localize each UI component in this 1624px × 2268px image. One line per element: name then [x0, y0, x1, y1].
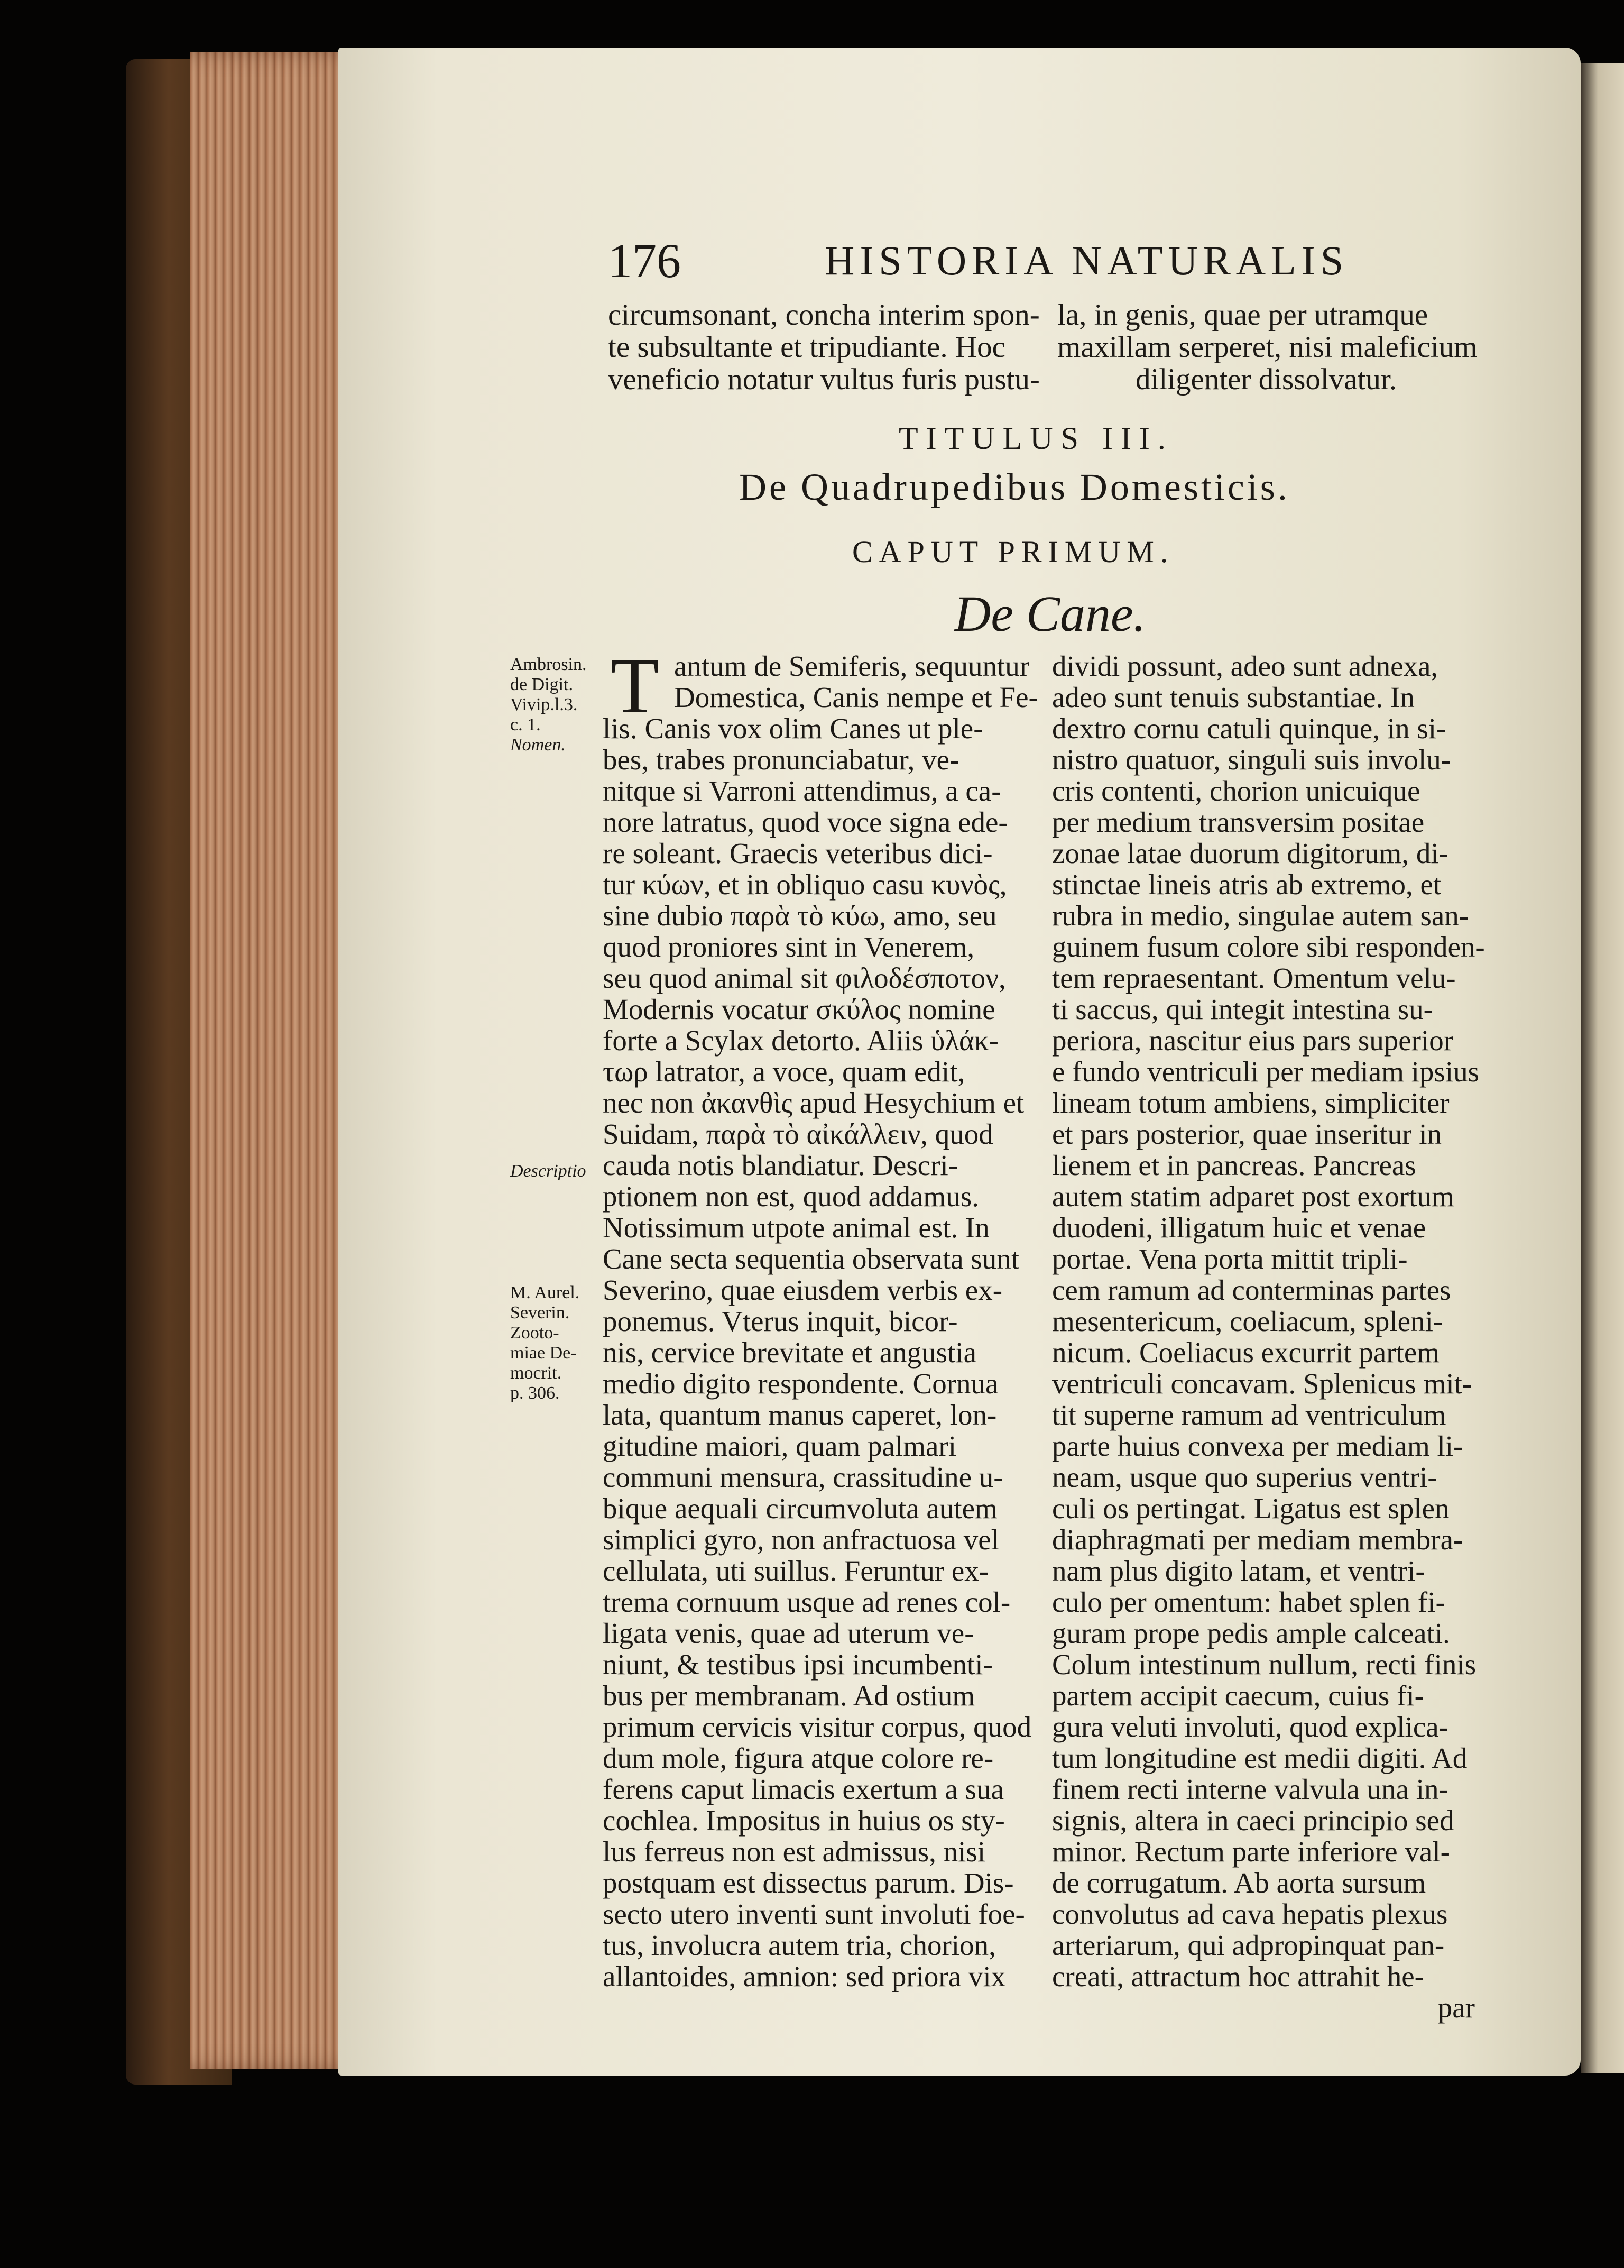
margin-note-line: Zooto- — [510, 1323, 559, 1343]
text-line: gura veluti involuti, quod explica- — [1052, 1711, 1448, 1743]
text-line: nore latratus, quod voce signa ede- — [603, 806, 1008, 838]
text-line: periora, nascitur eius pars superior — [1052, 1024, 1454, 1057]
text-line: tus, involucra autem tria, chorion, — [603, 1929, 996, 1961]
text-line: nam plus digito latam, et ventri- — [1052, 1555, 1425, 1587]
text-line: nis, cervice brevitate et angustia — [603, 1336, 977, 1369]
text-line: te subsultante et tripudiante. Hoc — [608, 330, 1005, 364]
text-line: dextro cornu catuli quinque, in si- — [1052, 712, 1446, 745]
text-line: ponemus. Vterus inquit, bicor- — [603, 1305, 958, 1337]
text-line: bique aequali circumvoluta autem — [603, 1492, 998, 1525]
text-line: lus ferreus non est admissus, nisi — [603, 1835, 986, 1868]
facing-page-edge — [1581, 63, 1624, 2073]
text-line: cris contenti, chorion unicuique — [1052, 775, 1420, 807]
text-line: autem statim adparet post exortum — [1052, 1180, 1454, 1213]
text-line: secto utero inventi sunt involuti foe- — [603, 1898, 1025, 1930]
text-line: lineam totum ambiens, simpliciter — [1052, 1087, 1450, 1119]
text-line: ti saccus, qui integit intestina su- — [1052, 993, 1433, 1025]
text-line: portae. Vena porta mittit tripli- — [1052, 1243, 1408, 1275]
text-line: gitudine maiori, quam palmari — [603, 1430, 956, 1462]
text-line: zonae latae duorum digitorum, di- — [1052, 837, 1448, 869]
chapter-title: De Cane. — [954, 585, 1146, 642]
continued-text-right — [1057, 298, 1478, 396]
section-heading: TITULUS III. — [899, 421, 1174, 456]
text-line: bes, trabes pronunciabatur, ve- — [603, 743, 959, 776]
text-line: lata, quantum manus caperet, lon- — [603, 1399, 997, 1431]
text-line: simplici gyro, non anfractuosa vel — [603, 1523, 999, 1556]
text-column-left — [603, 650, 1038, 1992]
margin-note-line: c. 1. — [510, 715, 541, 734]
text-line: per medium transversim positae — [1052, 806, 1425, 838]
text-line: cellulata, uti suillus. Feruntur ex- — [603, 1555, 989, 1587]
text-line: quod proniores sint in Venerem, — [603, 931, 975, 963]
text-line: e fundo ventriculi per mediam ipsius — [1052, 1055, 1480, 1088]
text-line: veneficio notatur vultus furis pustu- — [608, 363, 1040, 396]
text-line: medio digito respondente. Cornua — [603, 1367, 999, 1400]
text-line: circumsonant, concha interim spon- — [608, 298, 1040, 332]
text-line: communi mensura, crassitudine u- — [603, 1461, 1003, 1493]
text-line: trema cornuum usque ad renes col- — [603, 1586, 1011, 1618]
text-line: seu quod animal sit φιλοδέσποτον, — [603, 962, 1006, 994]
text-line: Notissimum utpote animal est. In — [603, 1211, 990, 1244]
text-line: tur κύων, et in obliquo casu κυνὸς, — [603, 868, 1007, 901]
text-line: ventriculi concavam. Splenicus mit- — [1052, 1367, 1472, 1400]
text-line: lis. Canis vox olim Canes ut ple- — [603, 712, 983, 745]
chapter-heading: CAPUT PRIMUM. — [852, 535, 1175, 569]
text-line: nistro quatuor, singuli suis involu- — [1052, 743, 1451, 776]
text-line: ptionem non est, quod addamus. — [603, 1180, 979, 1213]
text-line: maxillam serperet, nisi maleficium — [1057, 330, 1478, 364]
text-line: forte a Scylax detorto. Aliis ὑλάκ- — [603, 1024, 999, 1057]
text-line: postquam est dissectus parum. Dis- — [603, 1867, 1014, 1899]
text-line: minor. Rectum parte inferiore val- — [1052, 1835, 1450, 1868]
text-line: antum de Semiferis, sequuntur — [674, 650, 1030, 682]
section-subtitle: De Quadrupedibus Domesticis. — [739, 466, 1290, 508]
text-line: duodeni, illigatum huic et venae — [1052, 1211, 1426, 1244]
drop-cap: T — [611, 642, 659, 730]
text-line: tum longitudine est medii digiti. Ad — [1052, 1742, 1468, 1774]
text-line: rubra in medio, singulae autem san- — [1052, 899, 1469, 932]
text-line: arteriarum, qui adpropinquat pan- — [1052, 1929, 1445, 1961]
text-line: τωρ latrator, a voce, quam edit, — [603, 1055, 965, 1088]
text-line: mesentericum, coeliacum, spleni- — [1052, 1305, 1443, 1337]
text-line: dividi possunt, adeo sunt adnexa, — [1052, 650, 1438, 682]
text-line: nicum. Coeliacus excurrit partem — [1052, 1336, 1440, 1369]
text-line: niunt, & testibus ipsi incumbenti- — [603, 1648, 993, 1681]
text-line: finem recti interne valvula una in- — [1052, 1773, 1448, 1805]
text-line: Domestica, Canis nempe et Fe- — [674, 681, 1038, 713]
text-line: re soleant. Graecis veteribus dici- — [603, 837, 993, 869]
text-line: cem ramum ad conterminas partes — [1052, 1274, 1451, 1306]
margin-note-descriptio: Descriptio — [510, 1161, 586, 1181]
text-column-right — [1052, 650, 1485, 2024]
text-line: adeo sunt tenuis substantiae. In — [1052, 681, 1415, 713]
text-line: lienem et in pancreas. Pancreas — [1052, 1149, 1416, 1181]
text-line: cauda notis blandiatur. Descri- — [603, 1149, 958, 1181]
text-line: diligenter dissolvatur. — [1136, 363, 1397, 396]
margin-notes — [510, 655, 600, 1403]
page-number: 176 — [608, 234, 681, 288]
text-line: nitque si Varroni attendimus, a ca- — [603, 775, 1001, 807]
margin-note-line: mocrit. — [510, 1363, 562, 1383]
text-line: guram prope pedis ample calceati. — [1052, 1617, 1450, 1649]
text-line: culo per omentum: habet splen fi- — [1052, 1586, 1445, 1618]
text-line: tit superne ramum ad ventriculum — [1052, 1399, 1446, 1431]
text-line: ligata venis, quae ad uterum ve- — [603, 1617, 974, 1649]
margin-note-nomen: Nomen. — [510, 735, 566, 755]
text-line: dum mole, figura atque colore re- — [603, 1742, 994, 1774]
text-line: neam, usque quo superius ventri- — [1052, 1461, 1437, 1493]
text-line: signis, altera in caeci principio sed — [1052, 1804, 1454, 1837]
margin-note-line: Ambrosin. — [510, 655, 587, 674]
text-line: sine dubio παρὰ τὸ κύω, amo, seu — [603, 899, 997, 932]
text-line: primum cervicis visitur corpus, quod — [603, 1711, 1032, 1743]
text-line: bus per membranam. Ad ostium — [603, 1679, 975, 1712]
text-line: guinem fusum colore sibi responden- — [1052, 931, 1485, 963]
text-line: culi os pertingat. Ligatus est splen — [1052, 1492, 1450, 1525]
continued-text-left — [608, 298, 1040, 396]
text-line: partem accipit caecum, cuius fi- — [1052, 1679, 1424, 1712]
text-line: cochlea. Impositus in huius os sty- — [603, 1804, 1005, 1837]
margin-note-line: M. Aurel. — [510, 1283, 580, 1302]
text-line: creati, attractum hoc attrahit he- — [1052, 1960, 1424, 1992]
text-line: de corrugatum. Ab aorta sursum — [1052, 1867, 1426, 1899]
margin-note-line: Vivip.l.3. — [510, 695, 578, 714]
running-head — [608, 233, 1349, 291]
margin-note-line: miae De- — [510, 1343, 577, 1363]
text-line: nec non ἀκανθὶς apud Hesychium et — [603, 1087, 1025, 1119]
text-line: diaphragmati per mediam membra- — [1052, 1523, 1463, 1556]
text-line: Colum intestinum nullum, recti finis — [1052, 1648, 1477, 1681]
text-line: parte huius convexa per mediam li- — [1052, 1430, 1463, 1462]
text-line: tem repraesentant. Omentum velu- — [1052, 962, 1456, 994]
text-line: la, in genis, quae per utramque — [1057, 298, 1428, 332]
text-line: et pars posterior, quae inseritur in — [1052, 1118, 1442, 1150]
text-line: Modernis vocatur σκύλος nomine — [603, 993, 995, 1025]
text-line: ferens caput limacis exertum a sua — [603, 1773, 1004, 1805]
margin-note-line: de Digit. — [510, 675, 573, 694]
margin-note-line: Severin. — [510, 1303, 570, 1323]
text-line: convolutus ad cava hepatis plexus — [1052, 1898, 1448, 1930]
text-line: Severino, quae eiusdem verbis ex- — [603, 1274, 1003, 1306]
running-title: HISTORIA NATURALIS — [825, 237, 1349, 283]
text-line: Cane secta sequentia observata sunt — [603, 1243, 1020, 1275]
margin-note-line: p. 306. — [510, 1383, 560, 1403]
text-line: allantoides, amnion: sed priora vix — [603, 1960, 1006, 1992]
text-line: Suidam, παρὰ τὸ αἰκάλλειν, quod — [603, 1118, 993, 1150]
text-line: stinctae lineis atris ab extremo, et — [1052, 868, 1442, 901]
text-line: par — [1437, 1991, 1475, 2024]
